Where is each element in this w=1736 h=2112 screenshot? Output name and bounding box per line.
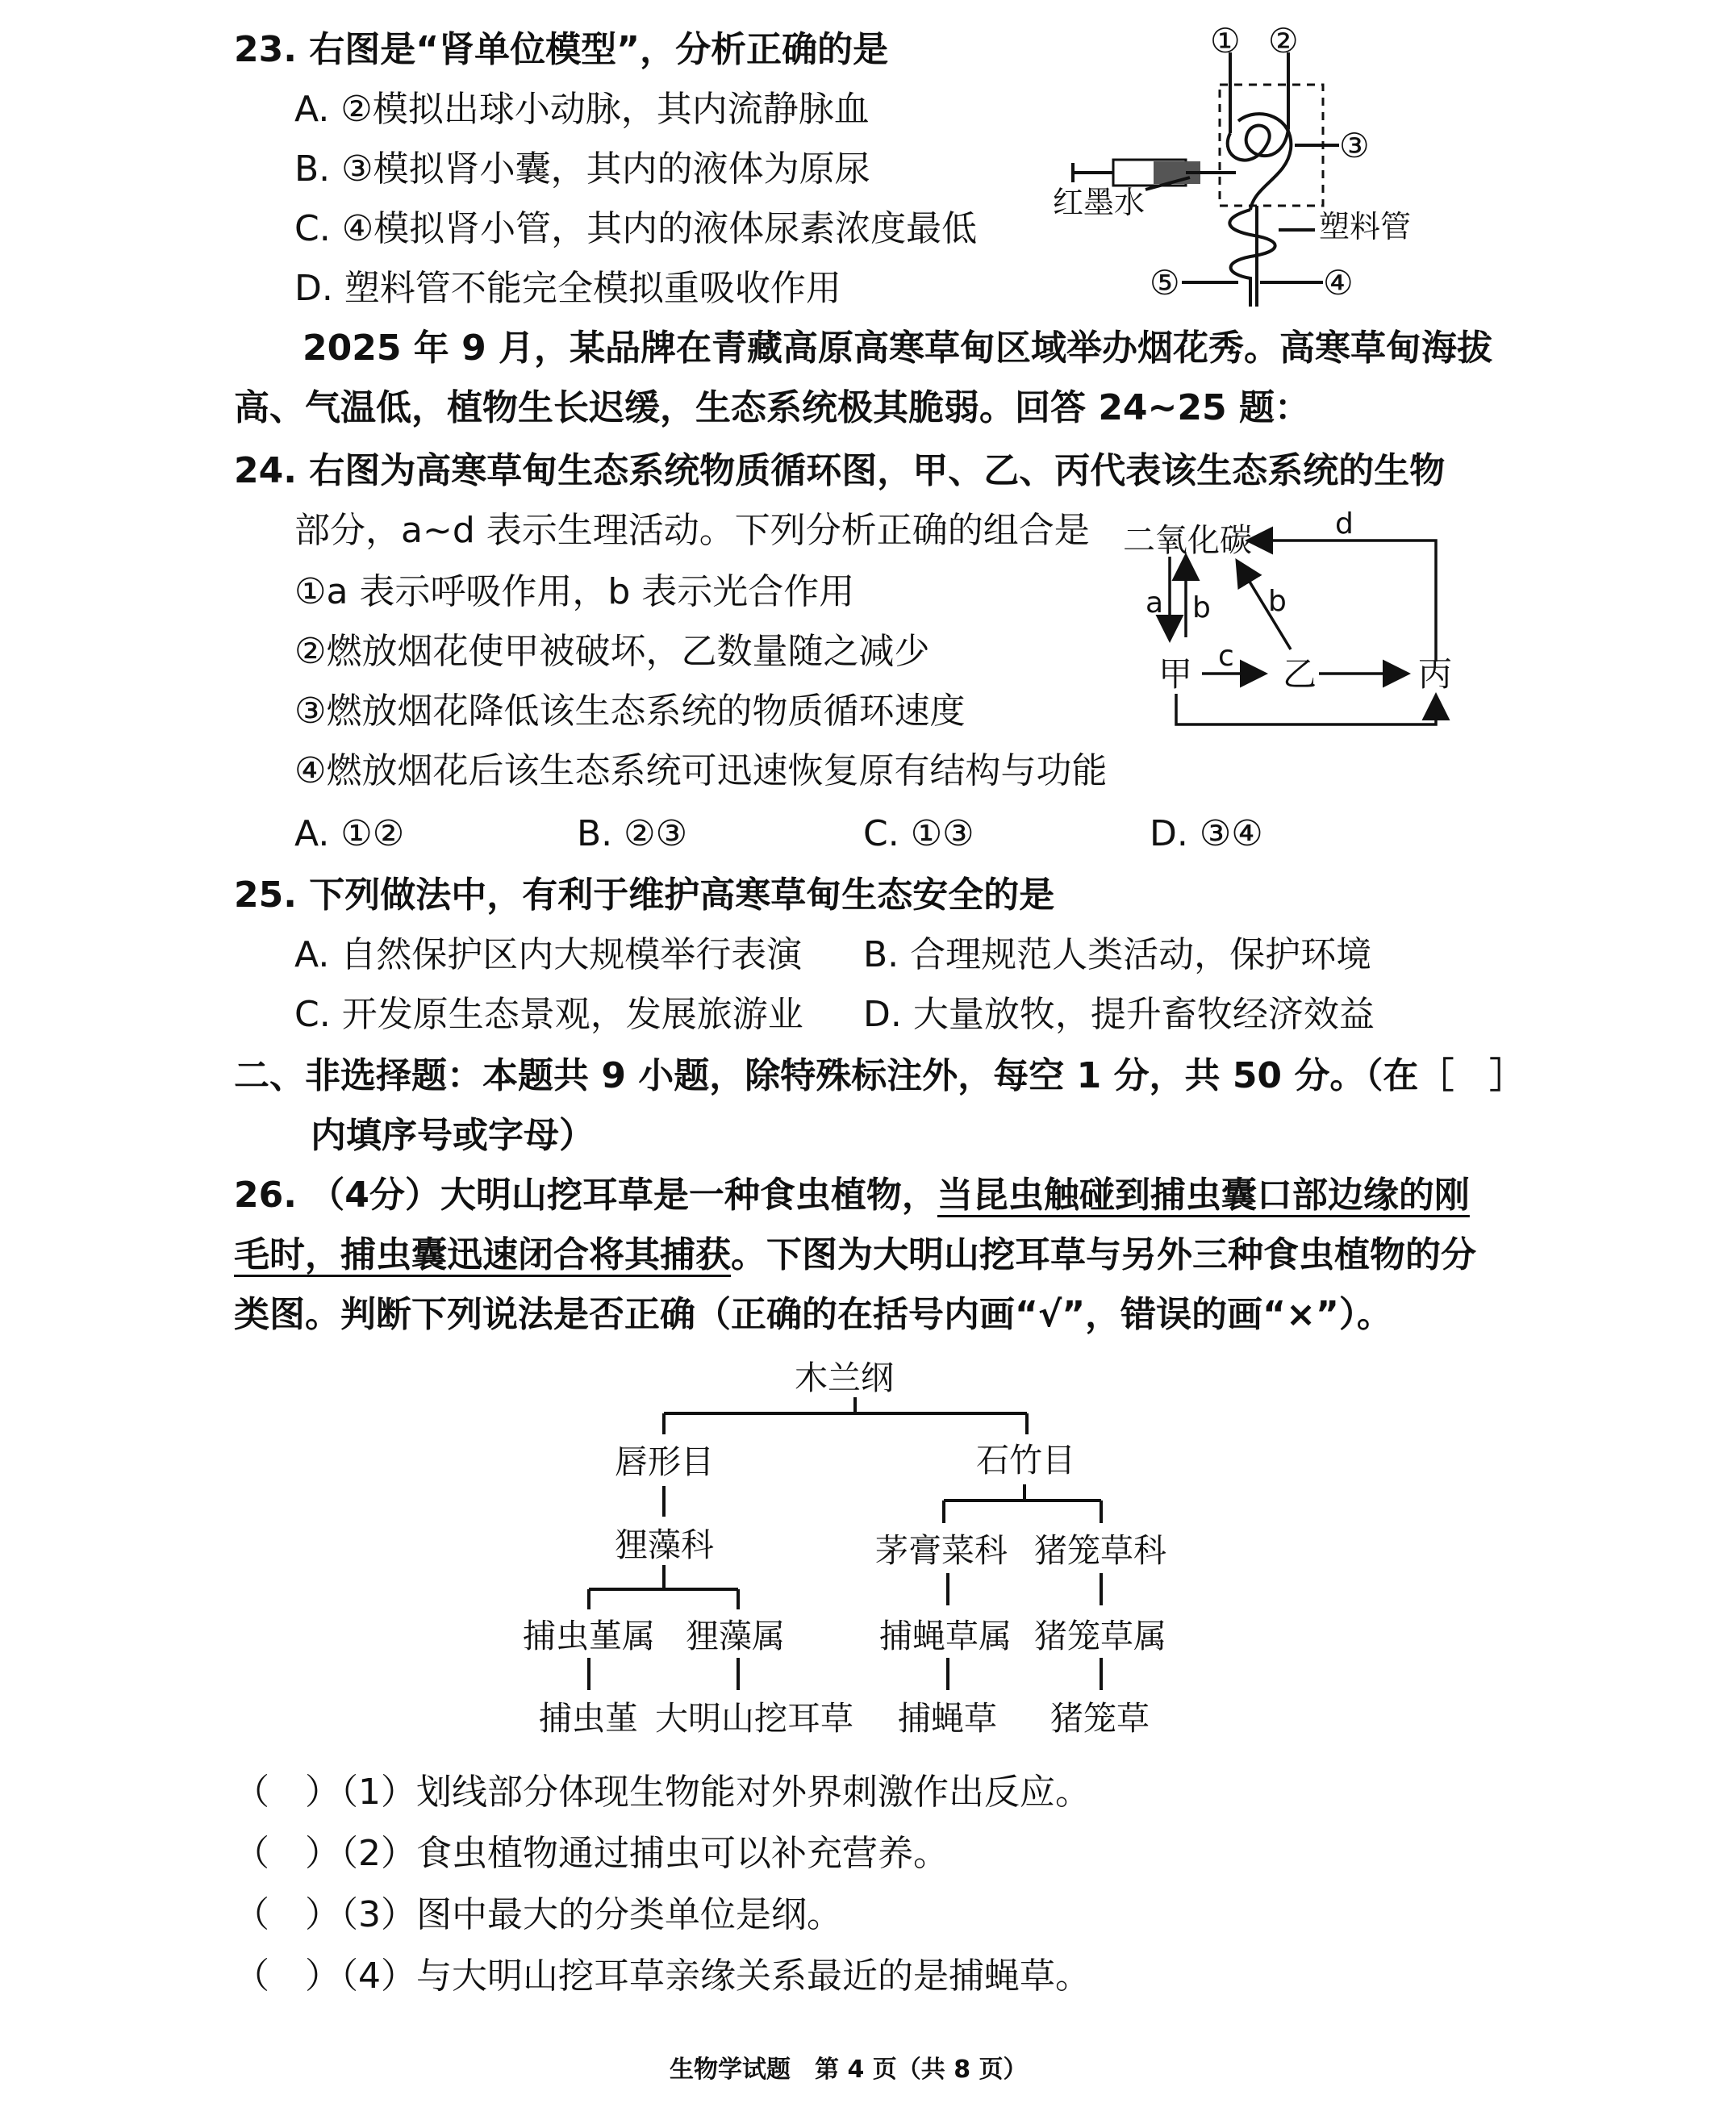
q23-option-b: B. ③模拟肾小囊，其内的液体为原尿 xyxy=(294,148,870,190)
page-footer: 生物学试题 第 4 页（共 8 页） xyxy=(670,2056,1028,2084)
cycle-label-a: a xyxy=(1146,586,1164,620)
q26-line-2-underlined: 毛时，捕虫囊迅速闭合将其捕获 xyxy=(234,1234,731,1275)
co2-label: 二氧化碳 xyxy=(1123,522,1252,559)
nephron-label-1: ① xyxy=(1210,21,1241,61)
q25-option-c: C. 开发原生态景观，发展旅游业 xyxy=(294,994,803,1035)
q26-line-3: 类图。判断下列说法是否正确（正确的在括号内画“√”，错误的画“×”）。 xyxy=(234,1294,1392,1335)
q26-judgement-4: （ ）（4）与大明山挖耳草亲缘关系最近的是捕蝇草。 xyxy=(234,1955,1091,1997)
q25-stem: 25. 下列做法中，有利于维护高寒草甸生态安全的是 xyxy=(234,874,1055,916)
section-2-heading: 二、非选择题：本题共 9 小题，除特殊标注外，每空 1 分，共 50 分。（在［ ］ xyxy=(234,1055,1525,1096)
tree-order-right: 石竹目 xyxy=(976,1441,1075,1480)
q26-judgement-3: （ ）（3）图中最大的分类单位是纲。 xyxy=(234,1894,842,1935)
tree-genus-3: 捕蝇草属 xyxy=(879,1617,1012,1655)
cycle-node-bing: 丙 xyxy=(1418,654,1453,694)
q26-line-2-plain: 。下图为大明山挖耳草与另外三种食虫植物的分 xyxy=(731,1234,1476,1275)
ink-label: 红墨水 xyxy=(1053,185,1146,220)
q24-statement-4: ④燃放烟花后该生态系统可迅速恢复原有结构与功能 xyxy=(294,750,1108,791)
tree-family-left: 狸藻科 xyxy=(615,1526,714,1564)
q26-judgement-1: （ ）（1）划线部分体现生物能对外界刺激作出反应。 xyxy=(234,1772,1091,1813)
q24-stem-line-2: 部分，a~d 表示生理活动。下列分析正确的组合是 xyxy=(294,510,1090,551)
cycle-node-jia: 甲 xyxy=(1158,654,1193,694)
q23-stem: 23. 右图是“肾单位模型”，分析正确的是 xyxy=(234,29,889,70)
section-2-heading-cont: 内填序号或字母） xyxy=(311,1115,595,1156)
q24-option-c: C. ①③ xyxy=(863,813,974,854)
tree-genus-1: 捕虫堇属 xyxy=(523,1617,655,1655)
q24-statement-2: ②燃放烟花使甲被破坏，乙数量随之减少 xyxy=(294,631,930,672)
q23-option-c: C. ④模拟肾小管，其内的液体尿素浓度最低 xyxy=(294,208,978,249)
nephron-label-2: ② xyxy=(1268,21,1299,61)
cycle-label-c: c xyxy=(1218,640,1234,673)
q26-line-1-plain: 26. （4分）大明山挖耳草是一种食虫植物， xyxy=(234,1175,937,1216)
plastic-tube-label: 塑料管 xyxy=(1319,209,1412,244)
q24-option-b: B. ②③ xyxy=(577,813,688,854)
context-line-2: 高、气温低，植物生长迟缓，生态系统极其脆弱。回答 24~25 题： xyxy=(234,387,1310,428)
q25-option-b: B. 合理规范人类活动，保护环境 xyxy=(863,934,1372,975)
tree-root-class: 木兰纲 xyxy=(795,1359,894,1397)
tree-species-1: 捕虫堇 xyxy=(539,1699,638,1738)
q26-judgement-2: （ ）（2）食虫植物通过捕虫可以补充营养。 xyxy=(234,1833,949,1874)
cycle-label-b1: b xyxy=(1192,591,1211,624)
q23-option-a: A. ②模拟出球小动脉，其内流静脉血 xyxy=(294,89,870,130)
cycle-node-yi: 乙 xyxy=(1283,654,1317,694)
tree-order-left: 唇形目 xyxy=(615,1442,714,1481)
nephron-label-4: ④ xyxy=(1323,263,1354,303)
q23-option-d: D. 塑料管不能完全模拟重吸收作用 xyxy=(294,268,841,309)
q25-option-a: A. 自然保护区内大规模举行表演 xyxy=(294,934,803,975)
context-line-1: 2025 年 9 月，某品牌在青藏高原高寒草甸区域举办烟花秀。高寒草甸海拔 xyxy=(303,328,1493,369)
cycle-label-d: d xyxy=(1335,507,1354,541)
q24-option-d: D. ③④ xyxy=(1150,813,1263,854)
tree-species-3: 捕蝇草 xyxy=(898,1699,997,1738)
q24-option-a: A. ①② xyxy=(294,813,405,854)
tree-species-4: 猪笼草 xyxy=(1050,1699,1150,1738)
nephron-label-3: ③ xyxy=(1339,126,1370,165)
tree-species-2: 大明山挖耳草 xyxy=(655,1699,853,1738)
tree-genus-4: 猪笼草属 xyxy=(1034,1617,1166,1655)
tree-genus-2: 狸藻属 xyxy=(686,1617,785,1655)
nephron-label-5: ⑤ xyxy=(1150,263,1180,303)
tree-family-right: 猪笼草科 xyxy=(1034,1531,1166,1570)
q24-stem-line-1: 24. 右图为高寒草甸生态系统物质循环图，甲、乙、丙代表该生态系统的生物 xyxy=(234,450,1446,491)
q24-statement-1: ①a 表示呼吸作用，b 表示光合作用 xyxy=(294,571,855,612)
q26-line-1-underlined: 当昆虫触碰到捕虫囊口部边缘的刚 xyxy=(937,1175,1470,1216)
q25-option-d: D. 大量放牧，提升畜牧经济效益 xyxy=(863,994,1375,1035)
q24-statement-3: ③燃放烟花降低该生态系统的物质循环速度 xyxy=(294,691,966,732)
cycle-label-b2: b xyxy=(1268,585,1287,618)
tree-family-mid: 茅膏菜科 xyxy=(875,1531,1008,1570)
